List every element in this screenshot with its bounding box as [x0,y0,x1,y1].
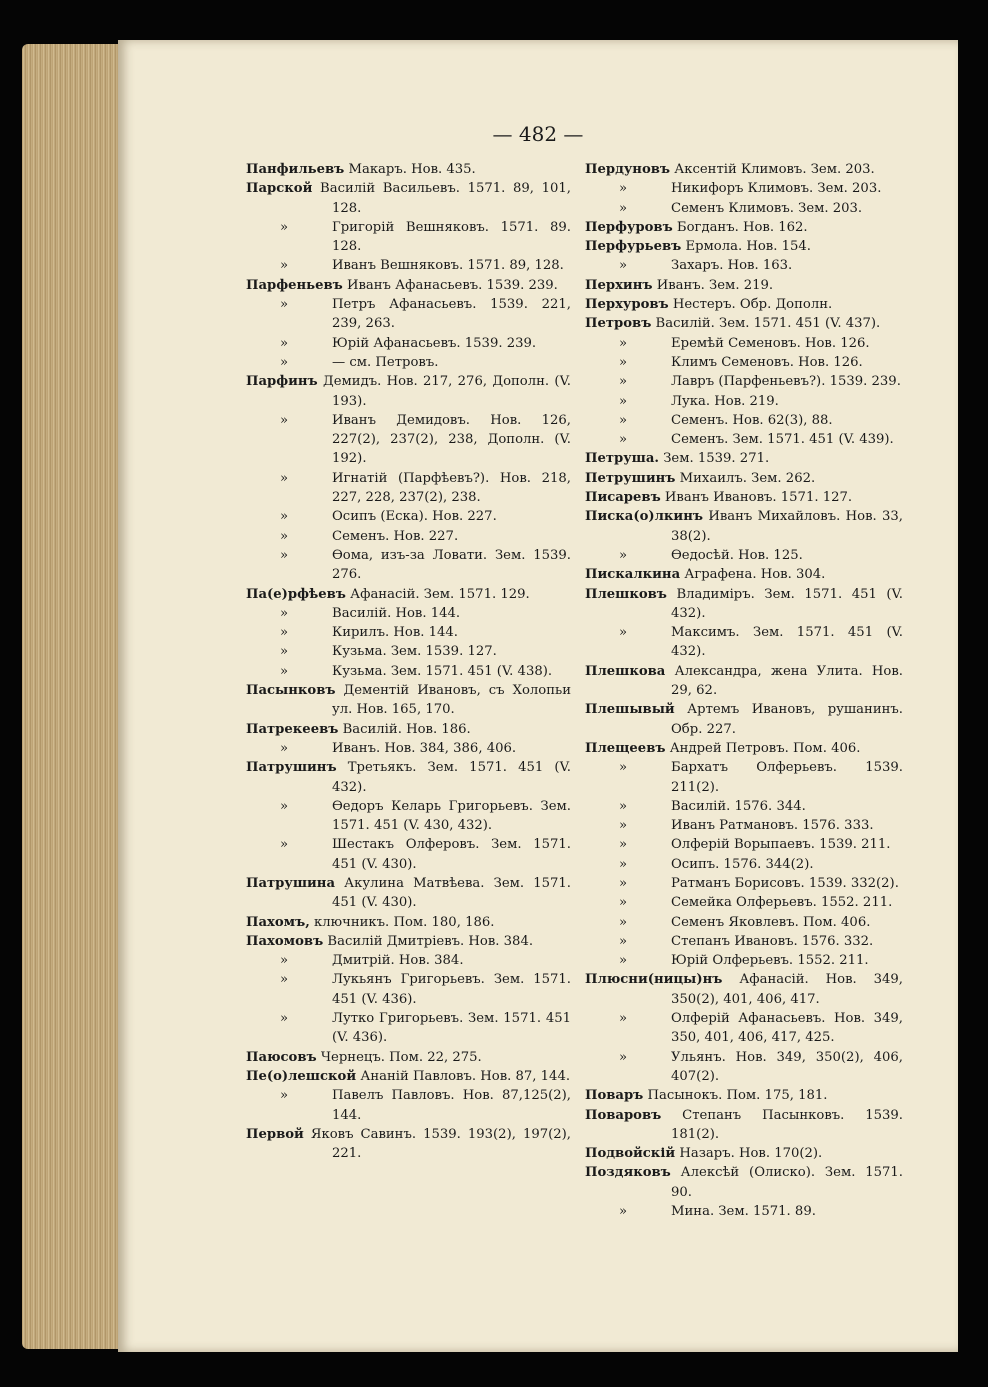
index-entry [585,430,903,449]
ditto-mark: » [280,663,289,679]
entry-text: Пасынокъ. Пом. 175, 181. [647,1088,828,1104]
index-entry [585,295,903,314]
entry-surname: Панфильевъ [246,162,345,177]
index-entry [246,797,571,836]
entry-text: Акулина Матвѣева. Зем. 1571. 451 (V. 430). [332,875,571,911]
index-entry [246,469,571,508]
entry-text: Семенъ. Нов. 227. [332,528,459,544]
index-entry [585,372,903,391]
index-entry [585,256,903,275]
entry-text: Иванъ Михайловъ. Нов. 33, 38(2). [671,509,903,544]
entry-text: Осипъ. 1576. 344(2). [671,856,814,872]
index-entry [246,160,571,179]
entry-text: Аксентій Климовъ. Зем. 203. [674,162,875,177]
entry-text: Дементій Ивановъ, съ Холопьи ул. Нов. 165, 170. [332,683,571,718]
entry-text: Шестакъ Олферовъ. Зем. 1571. 451 (V. 430). [332,837,571,872]
entry-surname: Па(е)рфѣевъ [246,586,346,602]
ditto-mark: » [619,354,628,370]
entry-text: Иванъ Демидовъ. Нов. 126, 227(2), 237(2), 238, Дополн. (V. 192). [332,412,571,467]
index-entry [246,932,571,951]
entry-text: Алексѣй (Олиско). Зем. 1571. 90. [671,1165,903,1200]
ditto-mark: » [280,470,289,486]
entry-text: Юрій Афанасьевъ. 1539. 239. [332,335,537,351]
index-entry [585,700,903,739]
index-entry [585,758,903,797]
entry-surname: Первой [246,1126,304,1142]
ditto-mark: » [619,335,628,351]
entry-text: Бархатъ Олферьевъ. 1539. 211(2). [671,760,903,795]
ditto-mark: » [280,837,289,853]
index-entry [585,913,903,932]
index-entry [246,372,571,411]
entry-surname: Петрушинъ [585,470,676,486]
entry-text: Григорій Вешняковъ. 1571. 89. 128. [332,219,571,255]
entry-text: Олферій Афанасьевъ. Нов. 349, 350, 401, 406, 417, 425. [671,1011,903,1046]
ditto-mark: » [619,798,628,814]
entry-text: Мина. Зем. 1571. 89. [671,1204,816,1220]
index-entry [246,662,571,681]
entry-text: Кузьма. Зем. 1539. 127. [332,644,497,660]
entry-text: Ермола. Нов. 154. [685,239,811,255]
entry-surname: Патрушина [246,875,335,891]
entry-surname: Петруша. [585,451,659,467]
ditto-mark: » [280,335,289,351]
entry-text: Игнатій (Парфѣевъ?). Нов. 218, 227, 228, 237(2), 238. [332,470,571,506]
index-entry [585,1163,903,1202]
index-entry [246,411,571,469]
index-entry [585,855,903,874]
entry-text: Яковъ Савинъ. 1539. 193(2), 197(2), 221. [310,1126,571,1162]
entry-surname: Перфуровъ [585,219,673,235]
entry-text: Афанасій. Нов. 349, 350(2), 401, 406, 417. [671,972,903,1007]
entry-text: Климъ Семеновъ. Нов. 126. [671,354,863,370]
index-entry [585,835,903,854]
ditto-mark: » [280,258,289,274]
entry-surname: Поваровъ [585,1107,662,1123]
index-entry [246,1067,571,1086]
entry-surname: Плешковъ [585,586,667,602]
index-entry [246,218,571,257]
entry-surname: Пасынковъ [246,683,336,699]
entry-text: Семенъ Яковлевъ. Пом. 406. [671,914,871,930]
ditto-mark: » [619,393,628,409]
index-entry [585,1202,903,1221]
entry-text: Максимъ. Зем. 1571. 451 (V. 432). [671,625,903,660]
index-entry [246,546,571,585]
index-entry [246,1086,571,1125]
entry-text: Василій. Нов. 144. [332,605,461,621]
book-page-edges [22,44,132,1349]
entry-text: Нестеръ. Обр. Дополн. [672,297,833,313]
ditto-mark: » [619,258,628,274]
entry-surname: Патрекеевъ [246,721,339,737]
entry-surname: Паюсовъ [246,1049,317,1065]
entry-text: Кирилъ. Нов. 144. [332,625,458,641]
ditto-mark: » [280,972,289,988]
ditto-mark: » [280,798,289,814]
index-entry [246,951,571,970]
index-entry [585,488,903,507]
index-entry [246,720,571,739]
entry-text: Семенъ. Нов. 62(3), 88. [671,412,833,428]
entry-surname: Пискалкина [585,567,681,583]
entry-text: Демидъ. Нов. 217, 276, Дополн. (V. 193). [323,374,571,409]
ditto-mark: » [619,1049,628,1065]
entry-text: Третьякъ. Зем. 1571. 451 (V. 432). [332,760,571,795]
entry-surname: Поздяковъ [585,1165,671,1181]
entry-surname: Парской [246,181,313,197]
entry-text: Никифоръ Климовъ. Зем. 203. [671,181,882,197]
entry-text: Василій. Нов. 186. [342,721,471,737]
ditto-mark: » [280,605,289,621]
entry-text: Иванъ Ивановъ. 1571. 127. [664,490,853,506]
ditto-mark: » [619,625,628,641]
entry-text: Юрій Олферьевъ. 1552. 211. [671,953,869,969]
entry-surname: Писаревъ [585,490,661,506]
index-entry [246,835,571,874]
index-entry [585,237,903,256]
ditto-mark: » [619,374,628,390]
index-entry [585,932,903,951]
ditto-mark: » [280,1088,289,1104]
entry-text: Михаилъ. Зем. 262. [679,470,816,486]
entry-text: Ѳедоръ Келарь Григорьевъ. Зем. 1571. 451 (V. 430, 432). [332,798,571,834]
index-entry [246,913,571,932]
index-entry [585,469,903,488]
index-entry [585,199,903,218]
ditto-mark: » [619,837,628,853]
entry-text: Захаръ. Нов. 163. [671,258,793,274]
index-entry [246,507,571,526]
entry-surname: Поваръ [585,1088,644,1104]
entry-text: Семейка Олферьевъ. 1552. 211. [671,895,893,911]
entry-surname: Подвойскій [585,1146,676,1162]
ditto-mark: » [619,1204,628,1220]
entry-text: Павелъ Павловъ. Нов. 87,125(2), 144. [332,1088,571,1123]
index-entry [585,1106,903,1145]
index-entry [585,662,903,701]
entry-text: Степанъ Ивановъ. 1576. 332. [671,933,874,949]
index-entry [585,449,903,468]
entry-text: Осипъ (Еска). Нов. 227. [332,509,497,525]
left-column [246,160,571,1163]
index-entry [585,1009,903,1048]
index-entry [246,585,571,604]
entry-text: Олферій Ворыпаевъ. 1539. 211. [671,837,891,853]
ditto-mark: » [619,200,628,216]
entry-text: Владиміръ. Зем. 1571. 451 (V. 432). [671,586,903,621]
entry-surname: Патрушинъ [246,760,337,776]
index-entry [585,334,903,353]
page-number: — 482 — [492,122,584,146]
entry-text: Иванъ Афанасьевъ. 1539. 239. [346,277,558,293]
index-entry [246,527,571,546]
index-entry [585,276,903,295]
index-entry [246,1009,571,1048]
index-entry [246,642,571,661]
entry-text: Василій Васильевъ. 1571. 89, 101, 128. [320,181,571,216]
index-entry [585,797,903,816]
entry-text: Лука. Нов. 219. [671,393,779,409]
entry-text: — см. Петровъ. [332,354,439,370]
index-entry [585,179,903,198]
index-entry [585,1144,903,1163]
index-entry [585,816,903,835]
entry-text: Макаръ. Нов. 435. [348,162,476,177]
entry-surname: Перфурьевъ [585,239,682,255]
index-entry [585,893,903,912]
right-column [585,160,903,1221]
entry-text: ключникъ. Пом. 180, 186. [314,914,495,930]
entry-surname: Парфеньевъ [246,277,343,293]
index-entry [246,970,571,1009]
index-entry [585,353,903,372]
ditto-mark: » [619,933,628,949]
entry-surname: Плюсни(ницы)нъ [585,972,723,988]
index-entry [246,256,571,275]
entry-text: Кузьма. Зем. 1571. 451 (V. 438). [332,663,553,679]
index-entry [585,218,903,237]
index-entry [585,546,903,565]
entry-text: Ѳома, изъ-за Ловати. Зем. 1539. 276. [332,547,571,583]
ditto-mark: » [619,432,628,448]
ditto-mark: » [619,953,628,969]
ditto-mark: » [619,760,628,776]
entry-text: Лутко Григорьевъ. Зем. 1571. 451 (V. 436). [332,1011,571,1046]
entry-text: Ананій Павловъ. Нов. 87, 144. [360,1068,571,1084]
index-entry [585,970,903,1009]
ditto-mark: » [619,856,628,872]
entry-surname: Перхинъ [585,277,653,293]
entry-text: Лавръ (Парфеньевъ?). 1539. 239. [671,374,901,390]
entry-text: Иванъ. Нов. 384, 386, 406. [332,740,517,756]
index-entry [246,1125,571,1164]
index-entry [246,276,571,295]
index-entry [585,314,903,333]
entry-text: Афанасій. Зем. 1571. 129. [350,586,530,602]
ditto-mark: » [280,1011,289,1027]
index-entry [585,951,903,970]
index-entry [585,392,903,411]
entry-text: Дмитрій. Нов. 384. [332,953,464,969]
index-entry [585,585,903,624]
ditto-mark: » [619,818,628,834]
index-entry [585,411,903,430]
entry-surname: Плешкова [585,663,666,679]
entry-surname: Парфинъ [246,374,318,390]
ditto-mark: » [280,644,289,660]
index-entry [585,739,903,758]
ditto-mark: » [280,219,289,235]
entry-text: Ульянъ. Нов. 349, 350(2), 406, 407(2). [671,1049,903,1084]
ditto-mark: » [280,625,289,641]
entry-text: Василій. 1576. 344. [671,798,806,814]
ditto-mark: » [280,509,289,525]
index-entry [246,179,571,218]
entry-surname: Пердуновъ [585,162,671,177]
entry-surname: Перхуровъ [585,297,669,313]
entry-text: Лукьянъ Григорьевъ. Зем. 1571. 451 (V. 436). [332,972,571,1007]
entry-text: Петръ Афанасьевъ. 1539. 221, 239, 263. [332,297,571,332]
ditto-mark: » [619,412,628,428]
ditto-mark: » [280,412,289,428]
entry-text: Иванъ Вешняковъ. 1571. 89, 128. [332,258,564,274]
entry-text: Степанъ Пасынковъ. 1539. 181(2). [671,1107,903,1142]
entry-text: Иванъ. Зем. 219. [656,277,774,293]
index-entry [585,1048,903,1087]
ditto-mark: » [619,914,628,930]
entry-text: Семенъ. Зем. 1571. 451 (V. 439). [671,432,894,448]
index-entry [246,334,571,353]
index-entry [246,623,571,642]
index-entry [246,295,571,334]
entry-text: Назаръ. Нов. 170(2). [679,1146,823,1162]
entry-text: Еремѣй Семеновъ. Нов. 126. [671,335,870,351]
ditto-mark: » [280,528,289,544]
book-page [118,40,958,1352]
index-entry [585,565,903,584]
index-entry [246,353,571,372]
entry-surname: Плещеевъ [585,740,666,756]
entry-text: Ратманъ Борисовъ. 1539. 332(2). [671,875,899,891]
entry-text: Василій Дмитріевъ. Нов. 384. [327,933,534,949]
ditto-mark: » [280,740,289,756]
entry-surname: Писка(о)лкинъ [585,509,703,525]
entry-text: Ѳедосѣй. Нов. 125. [671,547,803,563]
entry-text: Семенъ Климовъ. Зем. 203. [671,200,863,216]
entry-text: Богданъ. Нов. 162. [676,219,808,235]
entry-text: Чернецъ. Пом. 22, 275. [320,1049,482,1065]
entry-surname: Петровъ [585,316,652,332]
index-entry [246,681,571,720]
entry-surname: Пе(о)лешской [246,1068,357,1084]
entry-text: Александра, жена Улита. Нов. 29, 62. [671,663,903,699]
index-entry [585,160,903,179]
entry-text: Артемъ Ивановъ, рушанинъ. Обр. 227. [671,702,903,737]
index-entry [246,739,571,758]
index-entry [246,874,571,913]
index-entry [585,1086,903,1105]
ditto-mark: » [280,297,289,313]
entry-text: Иванъ Ратмановъ. 1576. 333. [671,818,874,834]
ditto-mark: » [280,953,289,969]
entry-surname: Плешывый [585,702,675,718]
ditto-mark: » [280,547,289,563]
index-entry [246,604,571,623]
index-entry [585,507,903,546]
index-entry [585,874,903,893]
ditto-mark: » [619,181,628,197]
ditto-mark: » [619,875,628,891]
entry-text: Аграфена. Нов. 304. [684,567,826,583]
entry-text: Василій. Зем. 1571. 451 (V. 437). [655,316,881,332]
entry-surname: Пахомъ, [246,914,310,930]
index-entry [246,1048,571,1067]
entry-text: Андрей Петровъ. Пом. 406. [669,740,861,756]
ditto-mark: » [619,547,628,563]
ditto-mark: » [619,1011,628,1027]
entry-text: Зем. 1539. 271. [663,451,770,467]
ditto-mark: » [280,354,289,370]
ditto-mark: » [619,895,628,911]
entry-surname: Пахомовъ [246,933,324,949]
index-entry [585,623,903,662]
index-entry [246,758,571,797]
